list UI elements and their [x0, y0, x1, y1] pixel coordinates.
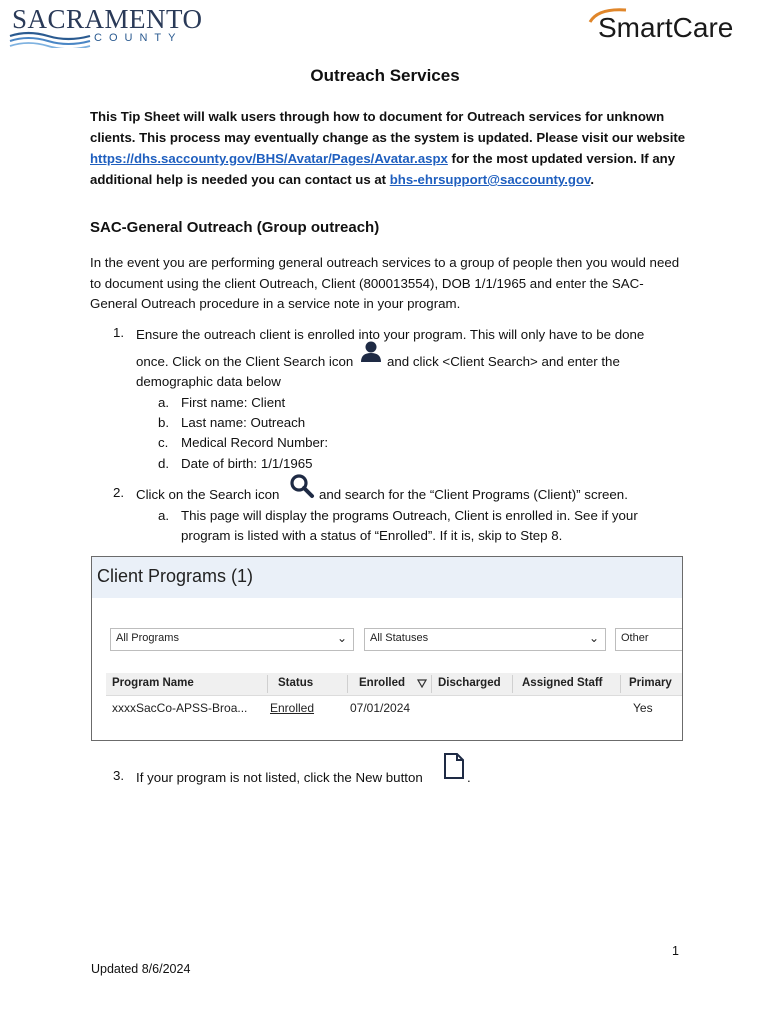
new-document-icon: [442, 752, 466, 780]
smartcare-logo: [586, 6, 756, 46]
step-3-number: 3.: [113, 768, 125, 783]
step-2-text-b: and search for the “Client Programs (Client)” screen.: [319, 487, 628, 502]
step-1a-marker: a.: [158, 395, 170, 410]
client-programs-title: Client Programs (1): [97, 566, 254, 586]
client-programs-screenshot: [91, 556, 683, 741]
sacramento-county-logo: [8, 4, 203, 50]
row-program-name[interactable]: xxxxSacCo-APSS-Broa...: [112, 701, 248, 715]
intro-text-1: This Tip Sheet will walk users through how to document for Outreach services for unknown clients. This process may eventually change as the system is updated. Please visit our website: [90, 109, 686, 145]
step-1b-marker: b.: [158, 415, 170, 430]
column-status[interactable]: Status: [278, 677, 314, 689]
client-search-person-icon: [360, 340, 382, 364]
logo-subword: COUNTY: [94, 32, 183, 44]
website-link[interactable]: https://dhs.saccounty.gov/BHS/Avatar/Pages/Avatar.aspx: [90, 151, 448, 166]
step-1a-text: First name: Client: [181, 395, 286, 410]
step-1b-text: Last name: Outreach: [181, 415, 306, 430]
column-divider: [267, 675, 268, 693]
intro-text-2: for the most updated version. If any additional help is needed you can contact us at: [90, 151, 676, 187]
programs-filter-value: All Programs: [116, 632, 179, 644]
sort-triangle-icon[interactable]: [417, 679, 427, 688]
step-1d-text: Date of birth: 1/1/1965: [181, 456, 313, 471]
column-discharged[interactable]: Discharged: [438, 677, 501, 689]
column-primary[interactable]: Primary: [629, 677, 672, 689]
column-divider: [512, 675, 513, 693]
step-3-text: If your program is not listed, click the New button: [136, 770, 423, 785]
column-enrolled[interactable]: Enrolled: [359, 677, 406, 689]
step-1c-marker: c.: [158, 435, 169, 450]
row-status-link[interactable]: Enrolled: [270, 701, 315, 715]
programs-filter-select[interactable]: [110, 628, 354, 651]
column-divider: [347, 675, 348, 693]
step-1-line2a: once. Click on the Client Search icon: [136, 354, 354, 369]
row-enrolled-date: 07/01/2024: [350, 701, 411, 715]
smartcare-word: SmartCare: [598, 12, 734, 43]
page-title: Outreach Services: [310, 66, 460, 85]
column-divider: [620, 675, 621, 693]
chevron-down-icon: ⌄: [336, 631, 347, 645]
search-magnifier-icon: [289, 473, 315, 499]
step-3-period: .: [467, 770, 471, 785]
chevron-down-icon: ⌄: [588, 631, 599, 645]
updated-date: Updated 8/6/2024: [91, 962, 191, 976]
statuses-filter-select[interactable]: [364, 628, 606, 651]
row-primary: Yes: [633, 701, 653, 715]
step-2-number: 2.: [113, 485, 125, 500]
step-2a-line1: This page will display the programs Outreach, Client is enrolled in. See if your: [181, 508, 638, 523]
intro-paragraph: [90, 106, 690, 190]
page-number: 1: [672, 944, 679, 958]
column-program-name[interactable]: Program Name: [112, 677, 194, 689]
step-1-line2b: and click <Client Search> and enter the: [387, 354, 620, 369]
section-body: In the event you are performing general outreach services to a group of people then you would need to document using the client Outreach, Client (800013554), DOB 1/1/1965 and enter the SAC-General Outreach procedure in a service note in your program.: [90, 255, 680, 311]
step-2a-line2: program is listed with a status of “Enrolled”. If it is, skip to Step 8.: [181, 528, 563, 543]
other-filter-select[interactable]: [615, 628, 682, 651]
logo-waves-icon: [8, 30, 92, 48]
intro-text-3: .: [590, 172, 595, 187]
client-programs-header: [92, 557, 682, 598]
step-1-line3: demographic data below: [136, 374, 281, 389]
step-2-text-a: Click on the Search icon: [136, 487, 280, 502]
column-assigned-staff[interactable]: Assigned Staff: [522, 677, 603, 689]
other-filter-value: Other: [621, 632, 649, 644]
step-1d-marker: d.: [158, 456, 170, 471]
step-1-number: 1.: [113, 325, 125, 340]
statuses-filter-value: All Statuses: [370, 632, 429, 644]
step-1-line1: Ensure the outreach client is enrolled into your program. This will only have to be done: [136, 327, 645, 342]
support-email-link[interactable]: bhs-ehrsupport@saccounty.gov: [389, 172, 591, 187]
step-1c-text: Medical Record Number:: [181, 435, 329, 450]
column-divider: [431, 675, 432, 693]
step-2a-marker: a.: [158, 508, 170, 523]
logo-word: SACRAMENTO: [12, 4, 203, 34]
section-heading: SAC-General Outreach (Group outreach): [90, 219, 380, 236]
